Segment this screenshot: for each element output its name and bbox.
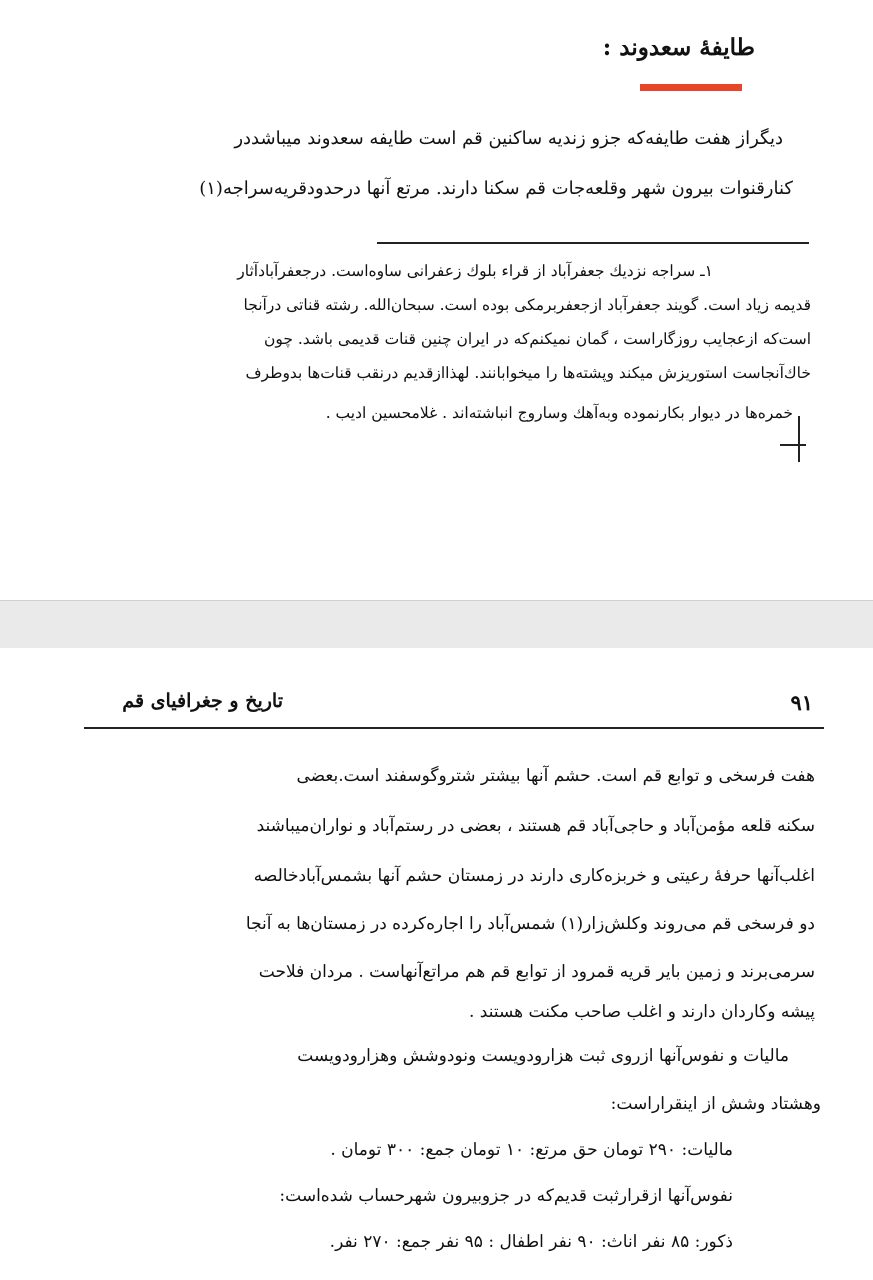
footnote-line-1: ۱ـ سراجه نزدیك جعفرآباد از قراء بلوك زعفرانی ساوه‌است. درجعفرآبادآثار: [237, 262, 713, 280]
footnote-line-5: خمره‌ها در دیوار بکارنموده وبه‌آهك وساروج انباشته‌اند . غلامحسین ادیب .: [325, 404, 793, 422]
page-separator: [0, 600, 873, 650]
top-page: [0, 0, 873, 600]
margin-mark: [798, 416, 800, 462]
page-number: ۹۱: [790, 690, 813, 715]
footnote-divider: [377, 242, 809, 244]
footnote-line-2: قدیمه زیاد است. گویند جعفرآباد ازجعفربرمکی بوده است. سبحان‌الله. رشته قناتی درآنجا: [243, 296, 811, 314]
paragraph-line-5: سرمی‌برند و زمین بایر قریه قمرود از توابع قم هم مراتع‌آنهاست . مردان فلاحت: [258, 962, 815, 982]
margin-mark-foot: [780, 444, 806, 446]
footnote-line-3: است‌که ازعجایب روزگاراست ، گمان نمیکنم‌که در ایران چنین قنات قدیمی باشد. چون: [263, 330, 811, 348]
running-title: تاریخ و جغرافیای قم: [122, 690, 283, 712]
population-intro-line: نفوس‌آنها ازقرارثبت قدیم‌که در جزوبیرون شهرحساب شده‌است:: [279, 1186, 733, 1206]
header-rule: [84, 727, 824, 729]
paragraph-line-7: مالیات و نفوس‌آنها ازروی ثبت هزارودویست ونودوشش وهزارودویست: [297, 1046, 789, 1066]
section-title-underline: [640, 84, 742, 91]
population-breakdown-line: ذکور: ۸۵ نفر اناث: ۹۰ نفر اطفال : ۹۵ نفر جمع: ۲۷۰ نفر.: [329, 1232, 733, 1252]
tax-line: مالیات: ۲۹۰ تومان حق مرتع: ۱۰ تومان جمع: ۳۰۰ تومان .: [330, 1140, 733, 1160]
section-title: طایفهٔ سعدوند :: [602, 34, 755, 61]
paragraph-line-8: وهشتاد وشش از اینقراراست:: [610, 1094, 821, 1114]
paragraph-line-3: اغلب‌آنها حرفهٔ رعیتی و خربزه‌کاری دارند در زمستان حشم آنها بشمس‌آبادخالصه: [253, 866, 815, 886]
paragraph-line-4: دو فرسخی قم می‌روند وکلش‌زار(۱) شمس‌آباد را اجاره‌کرده در زمستان‌ها به آنجا: [245, 914, 815, 934]
footnote-line-4: خاك‌آنجاست استوریزش میکند وپشته‌ها را میخوابانند. لهذاازقدیم درنقب قنات‌ها بدوطرف: [245, 364, 811, 382]
paragraph-line-6: پیشه وکاردان دارند و اغلب صاحب مکنت هستند .: [469, 1002, 815, 1022]
body-line-2: کنارقنوات بیرون شهر وقلعه‌جات قم سکنا دارند. مرتع آنها درحدودقریه‌سراجه(۱): [199, 178, 793, 199]
paragraph-line-1: هفت فرسخی و توابع قم است. حشم آنها بیشتر شتروگوسفند است.بعضی: [296, 766, 815, 786]
body-line-1: دیگراز هفت طایفه‌که جزو زندیه ساکنین قم است طایفه سعدوند میباشددر: [234, 128, 783, 149]
paragraph-line-2: سکنه قلعه مؤمن‌آباد و حاجی‌آباد قم هستند ، بعضی در رستم‌آباد و نواران‌میباشند: [256, 816, 815, 836]
